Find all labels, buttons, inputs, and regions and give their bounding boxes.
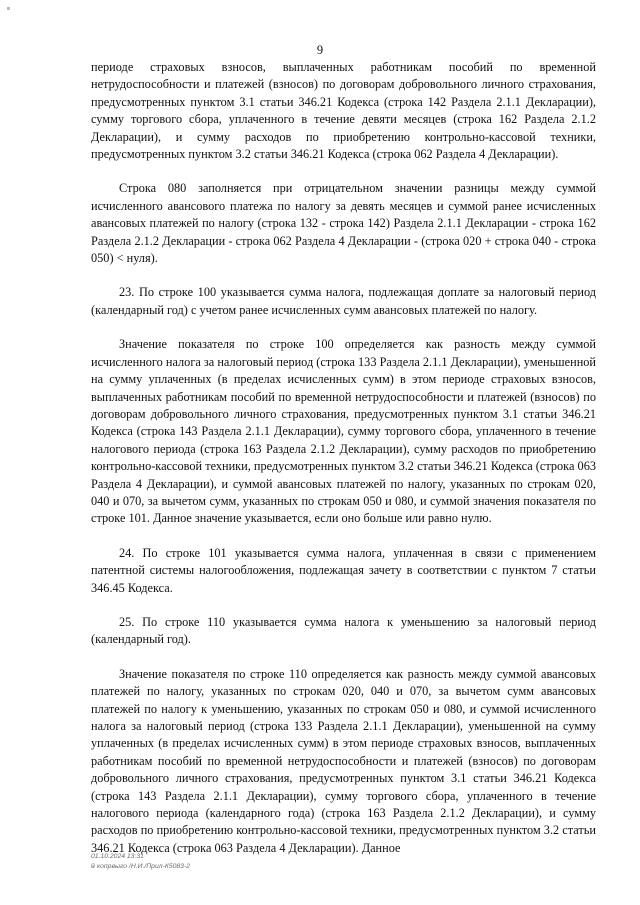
footer-stamp — [91, 852, 190, 871]
paragraph-line-080: Строка 080 заполняется при отрицательном значении разницы между суммой исчисленного авансового платежа по налогу за девять месяцев и суммой ранее исчисленных авансовых платежей по налогу (строка 132 - строка 142) Раздела 2.1.1 Декларации - строка 162 Раздела 2.1.2 Декларации - строка 062 Раздела 4 Декларации - (строка 020 + строка 040 - строка 050) < нуля). — [91, 181, 596, 266]
paragraph-line-110-value: Значение показателя по строке 110 определяется как разность между суммой авансовых платежей по налогу, указанных по строкам 020, 040 и 070, за вычетом сумм авансовых платежей по налогу к уменьшению, указанных по строкам 050 и 080, и суммой исчисленного налога за налоговый период (строка 133 Раздела 2.1.1 Декларации), уменьшенной на сумму уплаченных (в пределах исчисленных сумм) в этом периоде страховых взносов, выплаченных работникам пособий по временной нетрудоспособности и платежей (взносов) по договорам добровольного личного страхования, предусмотренных пунктом 3.1 статьи 346.21 Кодекса (строка 143 Раздела 2.1.1 Декларации), сумму торгового сбора, уплаченного в течение налогового периода (календарного года) (строка 163 Раздела 2.1.2 Декларации), и сумму расходов по приобретению контрольно-кассовой техники, предусмотренных пунктом 3.2 статьи 346.21 Кодекса (строка 063 Раздела 4 Декларации). Данное — [91, 666, 596, 855]
paragraph-item-24: 24. По строке 101 указывается сумма налога, уплаченная в связи с применением патентной системы налогообложения, подлежащая зачету в соответствии с пунктом 7 статьи 346.45 Кодекса. — [91, 545, 596, 595]
footer-path: ѿ копрвыго /Н.И./Прил-К5083-2 — [91, 862, 191, 870]
scan-mark — [7, 7, 10, 10]
document-body — [91, 59, 596, 857]
paragraph-continuation: периоде страховых взносов, выплаченных работникам пособий по временной нетрудоспособности и платежей (взносов) по договорам добровольного личного страхования, предусмотренных пунктом 3.1 статьи 346.21 Кодекса (строка 142 Раздела 2.1.1 Декларации), сумму торгового сбора, уплаченного в течение девяти месяцев (строка 162 Раздела 2.1.2 Декларации), и сумму расходов по приобретению контрольно-кассовой техники, предусмотренных пунктом 3.2 статьи 346.21 Кодекса (строка 062 Раздела 4 Декларации). — [91, 60, 596, 162]
paragraph-item-25: 25. По строке 110 указывается сумма налога к уменьшению за налоговый период (календарный год). — [91, 614, 596, 647]
paragraph-line-100-value: Значение показателя по строке 100 определяется как разность между суммой исчисленного налога за налоговый период (строка 133 Раздела 2.1.1 Декларации), уменьшенной на сумму уплаченных (в пределах исчисленных сумм) в этом периоде страховых взносов, выплаченных работникам пособий по временной нетрудоспособности и платежей (взносов) по договорам добровольного личного страхования, предусмотренных пунктом 3.1 статьи 346.21 Кодекса (строка 143 Раздела 2.1.1 Декларации), сумму торгового сбора, уплаченного в течение налогового периода (строка 163 Раздела 2.1.2 Декларации), сумму расходов по приобретению контрольно-кассовой техники, предусмотренных пунктом 3.2 статьи 346.21 Кодекса (строка 063 Раздела 4 Декларации), и суммой авансовых платежей по налогу, указанных по строкам 020, 040 и 070, за вычетом сумм, указанных по строкам 050 и 080, и суммой значения показателя по строке 101. Данное значение указывается, если оно больше или равно нулю. — [91, 337, 596, 526]
page-number: 9 — [316, 43, 324, 57]
footer-date: 01.10.2024 13:31 — [91, 853, 144, 860]
paragraph-item-23: 23. По строке 100 указывается сумма налога, подлежащая доплате за налоговый период (календарный год) с учетом ранее исчисленных сумм авансовых платежей по налогу. — [91, 285, 596, 317]
